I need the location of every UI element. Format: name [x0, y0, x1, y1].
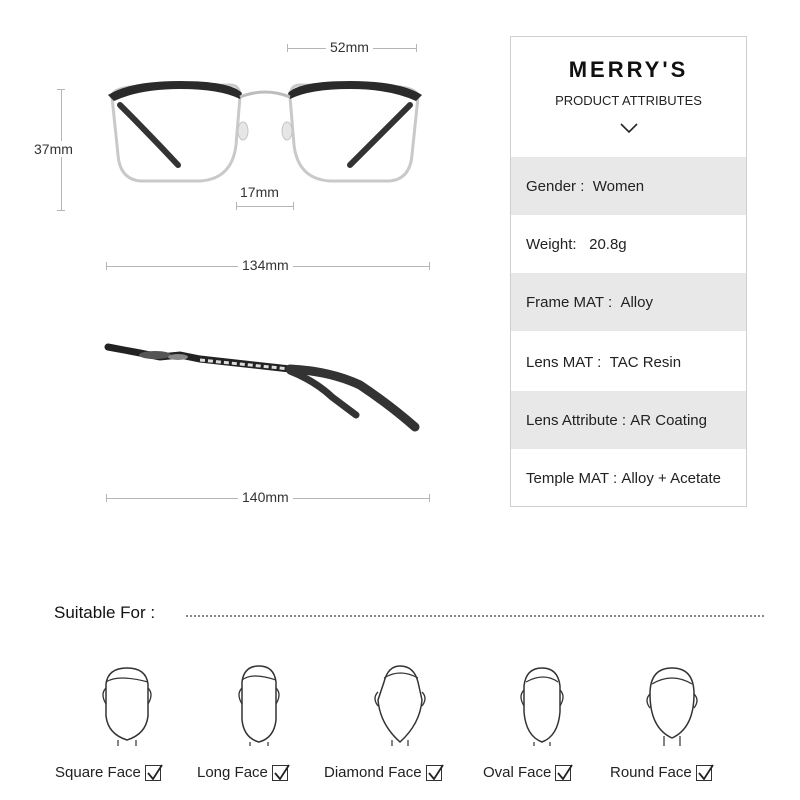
face-label-text: Diamond Face — [324, 764, 422, 781]
product-attributes-panel — [510, 36, 747, 507]
long-face-icon — [232, 664, 286, 746]
lens-height-tick-top — [57, 89, 65, 90]
attr-key: Lens Attribute : — [526, 411, 627, 429]
frame-width-tick-left — [106, 262, 107, 270]
attr-row-weight — [511, 215, 746, 273]
glasses-side-view — [100, 335, 430, 445]
oval-face-icon — [514, 664, 570, 746]
bridge-tick-right — [293, 202, 294, 210]
frame-width-label: 134mm — [238, 257, 293, 273]
lens-height-label: 37mm — [30, 141, 77, 157]
attr-row-frame-mat — [511, 273, 746, 331]
checkbox-checked-icon — [426, 765, 442, 781]
attr-row-gender — [511, 157, 746, 215]
chevron-down-icon — [619, 121, 639, 135]
attr-value: 20.8g — [589, 235, 627, 253]
lens-width-tick-right — [416, 44, 417, 52]
face-label-oval — [483, 764, 571, 781]
dotted-divider — [186, 615, 764, 617]
attr-value: AR Coating — [630, 411, 707, 429]
round-face-icon — [642, 664, 702, 746]
attr-key: Frame MAT : — [526, 293, 613, 311]
attr-row-lens-mat — [511, 333, 746, 391]
brand-logo: MERRY'S — [568, 57, 689, 82]
checkbox-checked-icon — [555, 765, 571, 781]
lens-width-label: 52mm — [326, 39, 373, 55]
face-label-long — [197, 764, 288, 781]
face-label-text: Square Face — [55, 764, 141, 781]
checkbox-checked-icon — [696, 765, 712, 781]
attr-value: TAC Resin — [609, 353, 682, 371]
attr-value: Alloy + Acetate — [621, 469, 721, 487]
checkbox-checked-icon — [145, 765, 161, 781]
bridge-tick-left — [236, 202, 237, 210]
face-label-text: Long Face — [197, 764, 268, 781]
lens-width-tick-left — [287, 44, 288, 52]
attr-key: Lens MAT : — [526, 353, 602, 371]
face-label-text: Round Face — [610, 764, 692, 781]
frame-width-tick-right — [429, 262, 430, 270]
attr-key: Weight: — [526, 235, 577, 253]
attr-value: Alloy — [620, 293, 653, 311]
attr-key: Temple MAT : — [526, 469, 618, 487]
diamond-face-icon — [370, 664, 430, 746]
face-label-diamond — [324, 764, 442, 781]
attr-row-lens-attribute — [511, 391, 746, 449]
suitable-for-title: Suitable For : — [54, 603, 156, 622]
face-label-square — [55, 764, 161, 781]
checkbox-checked-icon — [272, 765, 288, 781]
face-label-text: Oval Face — [483, 764, 552, 781]
face-label-round — [610, 764, 712, 781]
attr-value: Women — [592, 177, 645, 195]
bridge-label: 17mm — [240, 184, 279, 200]
panel-subtitle: PRODUCT ATTRIBUTES — [555, 93, 702, 108]
glasses-front-view — [100, 75, 430, 190]
lens-height-tick-bottom — [57, 210, 65, 211]
square-face-icon — [98, 664, 156, 746]
bridge-line — [236, 206, 294, 207]
temple-length-tick-left — [106, 494, 107, 502]
temple-length-label: 140mm — [238, 489, 293, 505]
attr-row-temple-mat — [511, 449, 746, 507]
attr-key: Gender : — [526, 177, 585, 195]
temple-length-tick-right — [429, 494, 430, 502]
